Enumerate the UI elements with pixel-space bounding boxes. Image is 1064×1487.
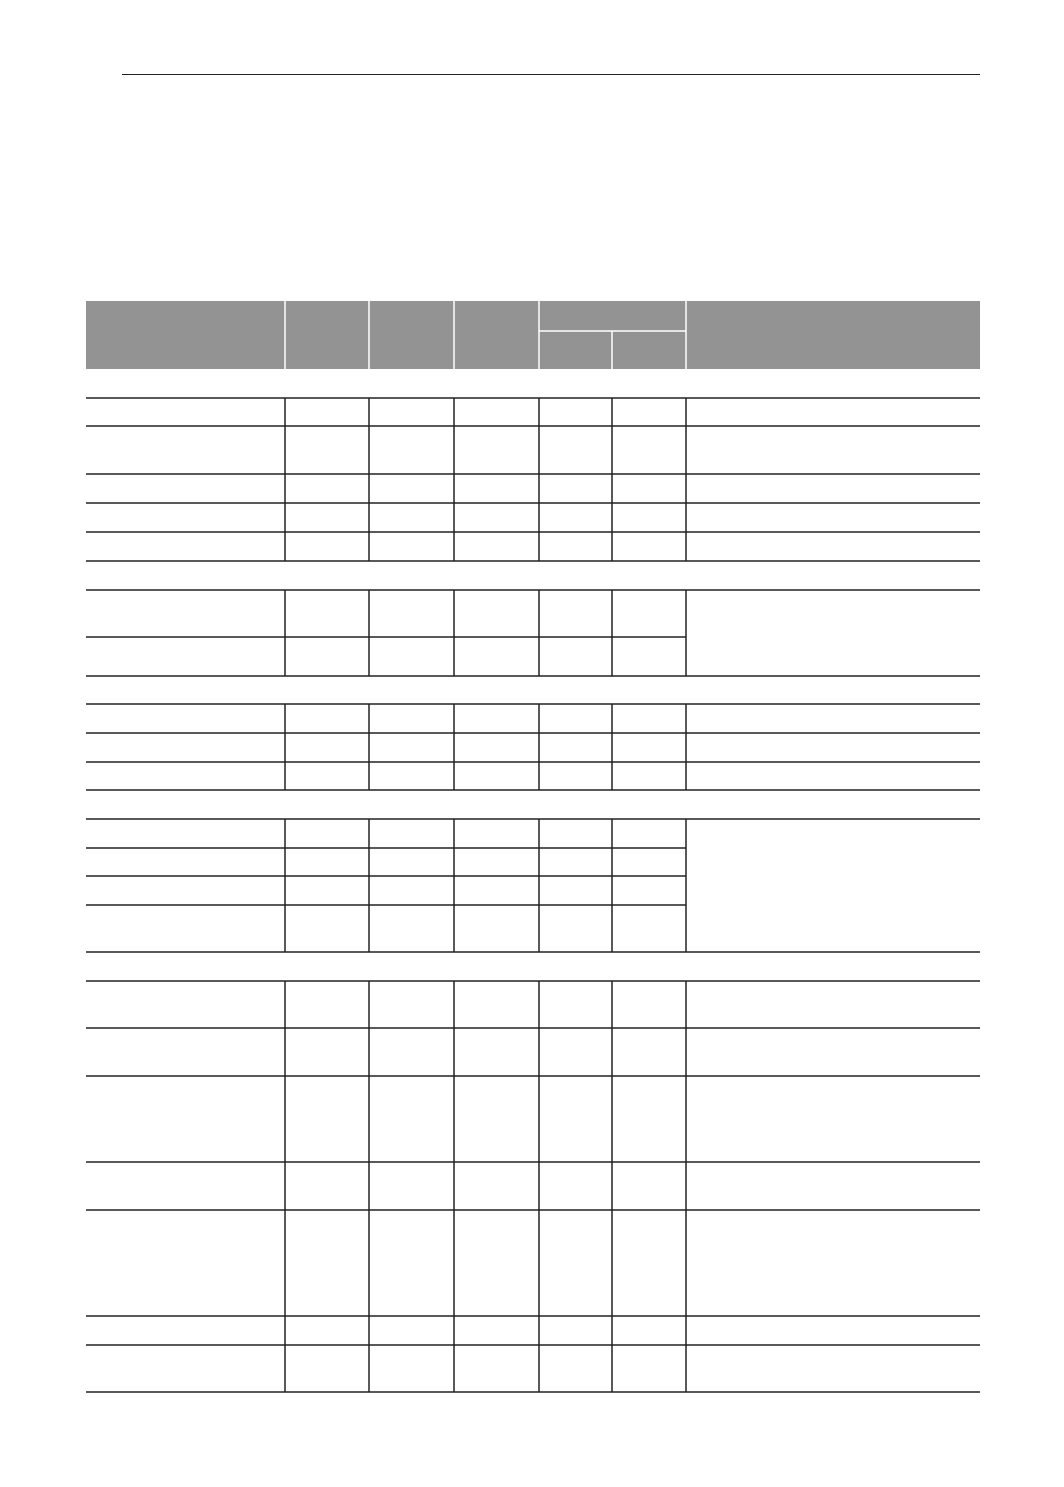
table-body-rules — [86, 398, 980, 1392]
table-header — [86, 301, 980, 369]
